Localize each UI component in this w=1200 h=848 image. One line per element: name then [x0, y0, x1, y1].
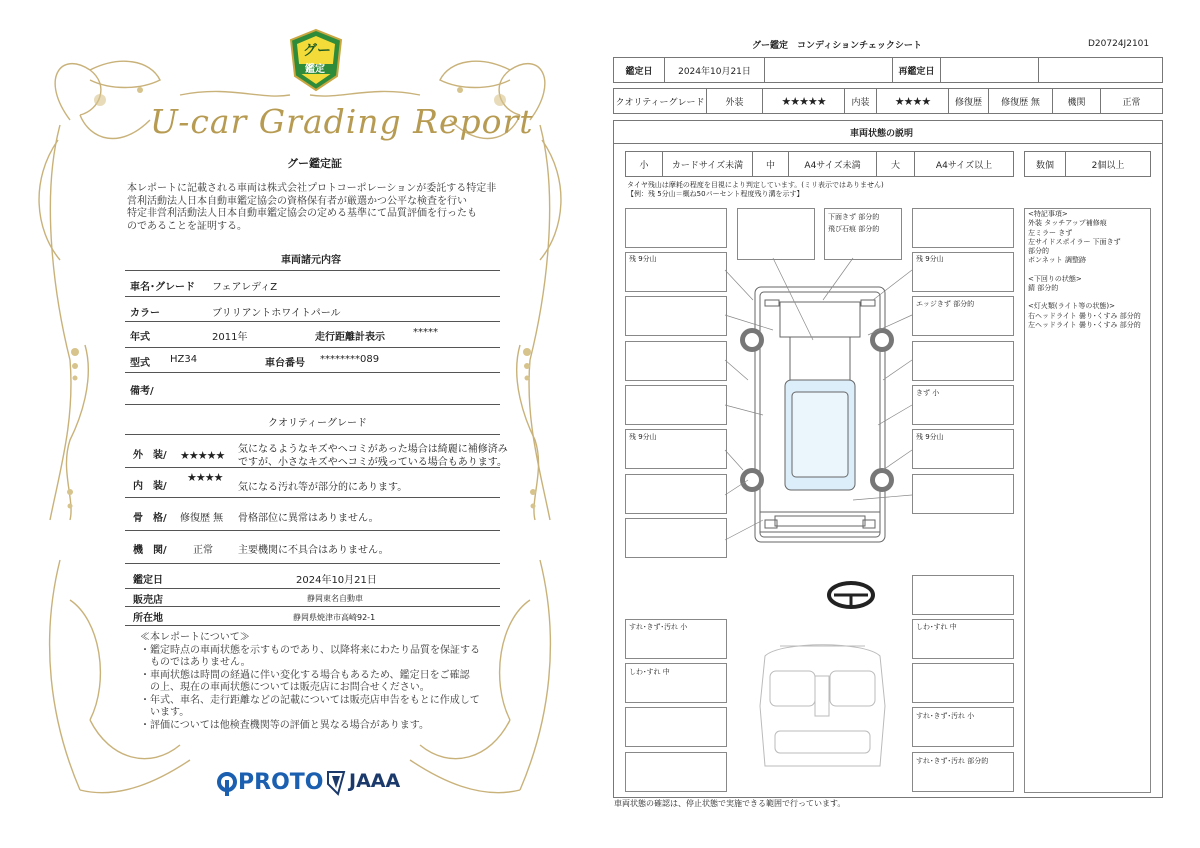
repair-value: 修復歴 無	[988, 89, 1052, 113]
report-title: U-car Grading Report	[150, 102, 534, 141]
engine-value: 正常	[193, 545, 213, 556]
int-label-4: すれ･きず･汚れ 小	[916, 712, 975, 720]
date-value: 2024年10月21日	[664, 58, 764, 82]
frame-value: 修復歴 無	[180, 513, 224, 524]
condition-title: 車両状態の説明	[850, 129, 914, 139]
note-line: ・評価については他検査機関等の評価と異なる場合があります。	[140, 719, 429, 731]
count-label: 数個	[1035, 160, 1054, 171]
damage-box	[912, 663, 1014, 703]
special-line: 右ヘッドライト 曇り･くすみ 部分的	[1028, 311, 1141, 320]
badge-text-bottom: 鑑定	[305, 64, 325, 75]
date-row	[613, 57, 1163, 83]
redate-value	[940, 58, 1038, 82]
tire-rl-label: 残 9分山	[629, 433, 657, 441]
redate-blank	[1038, 58, 1162, 82]
tire-note-1: タイヤ残山は摩耗の程度を目視により判定しています。(ミリ表示ではありません)	[627, 181, 884, 189]
year-value: 2011年	[212, 332, 248, 343]
note-line: ・年式、車名、走行距離などの記載については販売店申告をもとに作成して	[140, 694, 480, 706]
edge-label: エッジきず 部分的	[916, 300, 975, 308]
quality-title: クオリティーグレード	[268, 418, 367, 429]
size-large: 大	[876, 152, 914, 176]
grade-row	[613, 88, 1163, 114]
int-label-2: しわ･すれ 中	[916, 623, 957, 631]
specs-title: 車両諸元内容	[281, 255, 341, 266]
interior-desc: 気になる汚れ等が部分的にあります。	[238, 482, 408, 493]
note-line: います。	[140, 707, 190, 718]
date-value: 2024年10月21日	[296, 575, 377, 586]
tire-rr-label: 残 9分山	[916, 433, 944, 441]
frame-desc: 骨格部位に異常はありません。	[238, 513, 379, 524]
year-label: 年式	[130, 332, 150, 343]
chassis-value: ********089	[320, 354, 380, 365]
tire-fl-label: 残 9分山	[629, 255, 657, 263]
engine-value: 正常	[1100, 89, 1162, 113]
int-label-1: すれ･きず･汚れ 小	[629, 623, 688, 631]
int-label: 内装	[844, 89, 876, 113]
note-line: の上、現在の車両状態については販売店にお問合せください。	[140, 682, 430, 693]
int-label-5: すれ･きず･汚れ 部分的	[916, 757, 989, 765]
exterior-desc-1: 気になるようなキズやヘコミがあった場合は綺麗に補修済み	[238, 444, 508, 455]
under-label-2: 飛び石痕 部分的	[828, 225, 880, 233]
count-desc: 2個以上	[1065, 152, 1150, 176]
damage-box	[912, 575, 1014, 615]
steering-wheel-icon	[826, 580, 876, 610]
exterior-label: 外 装/	[133, 450, 167, 461]
size-small-desc: カードサイズ未満	[662, 152, 752, 176]
intro-line: 本レポートに記載される車両は株式会社プロトコーポレーションが委託する特定非	[127, 183, 497, 194]
color-value: ブリリアントホワイトパール	[212, 308, 341, 319]
name-label: 車名･グレード	[130, 282, 195, 293]
date-label: 鑑定日	[625, 66, 653, 77]
grade-label: クオリティーグレード	[615, 97, 705, 108]
jaaa-logo-text: JAAA	[349, 770, 401, 792]
damage-box	[625, 707, 727, 747]
scratch-small-label: きず 小	[916, 389, 940, 397]
special-line: 左ミラー きず	[1028, 228, 1073, 237]
size-small: 小	[639, 160, 649, 171]
intro-text	[127, 183, 497, 233]
mileage-value: *****	[413, 327, 438, 338]
proto-logo-text: PROTO	[238, 770, 324, 795]
repair-label: 修復歴	[948, 89, 988, 113]
intro-line: 特定非営利活動法人日本自動車鑑定協会の定める基準にて品質評価を行ったも	[127, 208, 477, 219]
size-legend	[625, 151, 1014, 177]
tire-note-2: 【例：残 5分山＝概ね50パーセント程度残り溝を示す】	[627, 190, 804, 198]
interior-stars: ★★★★	[187, 471, 223, 484]
car-interior-diagram	[750, 636, 895, 776]
jaaa-logo-icon	[326, 770, 346, 796]
date-label: 鑑定日	[133, 575, 163, 586]
name-value: フェアレディZ	[212, 282, 278, 293]
chassis-label: 車台番号	[265, 358, 305, 369]
note-line: ・車両状態は時間の経過に伴い変化する場合もあるため、鑑定日をご確認	[140, 669, 470, 681]
engine-desc: 主要機関に不具合はありません。	[238, 545, 389, 556]
int-stars: ★★★★	[876, 89, 948, 113]
cert-title: グー鑑定証	[287, 157, 342, 170]
special-line	[1028, 266, 1141, 275]
count-legend	[1024, 151, 1151, 177]
size-large-desc: A4サイズ以上	[914, 152, 1013, 176]
under-label-1: 下面きず 部分的	[828, 213, 880, 221]
remarks-label: 備考/	[130, 386, 154, 397]
date-blank	[764, 58, 892, 82]
special-line: 左ヘッドライト 曇り･くすみ 部分的	[1028, 320, 1141, 329]
engine-label: 機 関/	[133, 545, 167, 556]
badge-text-top: グー	[303, 43, 331, 59]
model-value: HZ34	[170, 354, 198, 365]
address-label: 所在地	[133, 613, 163, 624]
note-line: ・鑑定時点の車両状態を示すものであり、以降将来にわたり品質を保証する	[140, 644, 480, 656]
special-line: <下回りの状態>	[1028, 274, 1082, 283]
note-line: ものではありません。	[140, 657, 251, 668]
report-notes	[140, 632, 495, 732]
exterior-stars: ★★★★★	[180, 449, 225, 462]
shop-value: 静岡東名自動車	[307, 594, 363, 603]
color-label: カラー	[130, 308, 160, 319]
damage-box	[625, 752, 727, 792]
sheet-id: D20724J2101	[1088, 39, 1150, 49]
model-label: 型式	[130, 358, 150, 369]
proto-logo-icon	[216, 771, 238, 797]
special-notes	[1028, 210, 1141, 330]
intro-line: 営利活動法人日本自動車鑑定協会の資格保有者が厳選かつ公平な検査を行い	[127, 195, 467, 207]
special-line: <特記事項>	[1028, 210, 1068, 218]
special-line: ボンネット 調整跡	[1028, 256, 1087, 265]
special-line: 左サイドスポイラー 下面きず	[1028, 237, 1121, 246]
interior-label: 内 装/	[133, 481, 167, 492]
frame-label: 骨 格/	[133, 513, 167, 524]
tire-fr-label: 残 9分山	[916, 255, 944, 263]
notes-title: ≪本レポートについて≫	[140, 632, 250, 643]
special-line: 部分的	[1028, 247, 1049, 256]
mileage-label: 走行距離計表示	[315, 332, 385, 343]
ext-label: 外装	[706, 89, 762, 113]
shop-label: 販売店	[133, 595, 163, 606]
exterior-desc-2: ですが、小さなキズやヘコミが残っている場合もあります。	[238, 457, 507, 468]
footer-note: 車両状態の確認は、停止状態で実施できる範囲で行っています。	[614, 799, 846, 808]
sheet-title: グー鑑定 コンディションチェックシート	[752, 41, 922, 51]
size-mid: 中	[752, 152, 788, 176]
address-value: 静岡県焼津市高崎92-1	[293, 613, 376, 622]
ext-stars: ★★★★★	[762, 89, 844, 113]
special-line: <灯火類(ライト等の状態)>	[1028, 302, 1115, 311]
intro-line: のであることを証明する。	[127, 220, 247, 232]
size-mid-desc: A4サイズ未満	[788, 152, 876, 176]
engine-label: 機関	[1052, 89, 1100, 113]
int-label-3: しわ･すれ 中	[629, 668, 670, 676]
redate-label: 再鑑定日	[892, 58, 940, 82]
special-line: 錆 部分的	[1028, 284, 1059, 293]
special-line: 外装 タッチアップ補修痕	[1028, 219, 1107, 228]
